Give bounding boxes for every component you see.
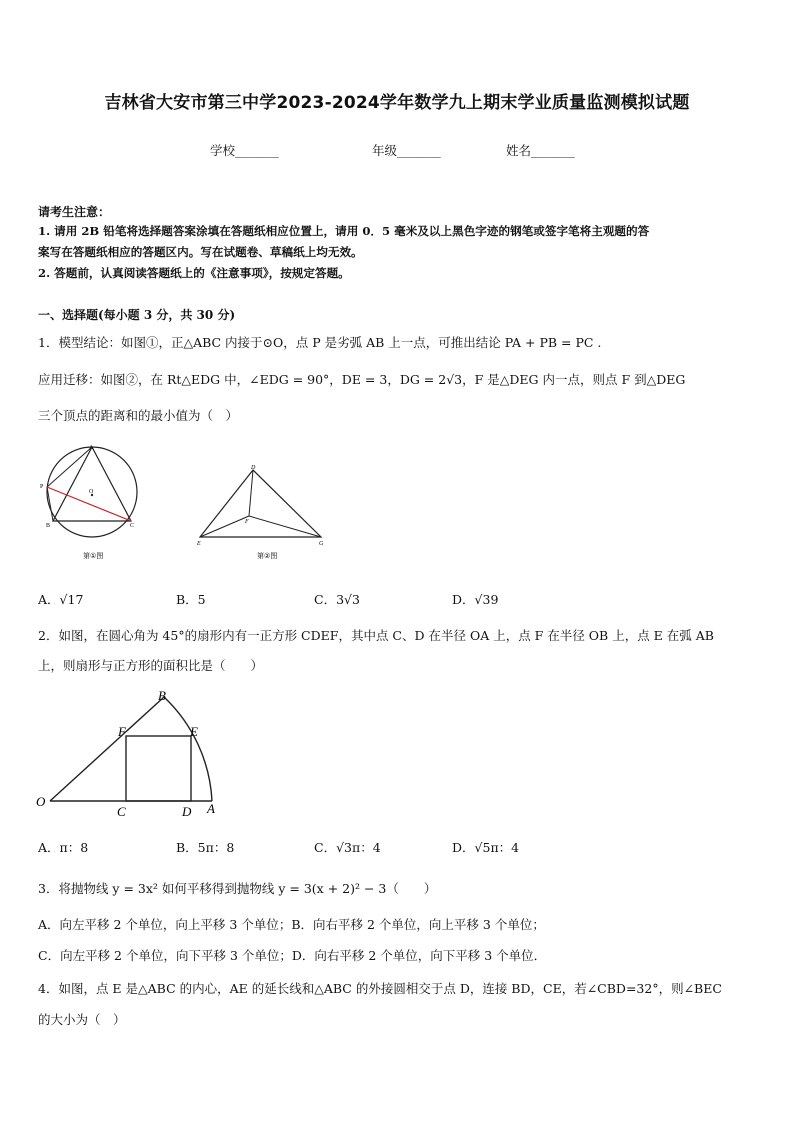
segment-df: [249, 470, 253, 516]
label-e: E: [190, 724, 198, 739]
q3-line-1: 3．将抛物线 y = 3x² 如何平移得到抛物线 y = 3(x + 2)² − 3（ ）: [38, 881, 437, 896]
label-f: F: [118, 724, 126, 739]
q2-option-c: C．√3π：4: [314, 840, 381, 855]
label-e: E: [197, 541, 201, 547]
q3-options-ab: A．向左平移 2 个单位，向上平移 3 个单位；B．向右平移 2 个单位，向上平移 3 个单位；: [38, 917, 545, 932]
fig2-caption: 第②图: [257, 552, 278, 560]
q1-option-b: B．5: [176, 592, 206, 607]
q1-line-1: 1．模型结论：如图①，正△ABC 内接于⊙O，点 P 是劣弧 AB 上一点，可推出结论 PA + PB = PC .: [38, 335, 602, 350]
q2-option-b: B．5π：8: [176, 840, 235, 855]
grade-field: 年级_______: [372, 143, 441, 158]
label-b: B: [158, 688, 166, 703]
label-o: O: [36, 794, 46, 809]
q2-option-d: D．√5π：4: [452, 840, 520, 855]
label-f: F: [245, 519, 249, 525]
triangle-deg: [200, 470, 321, 537]
notice-heading: 请考生注意：: [38, 205, 111, 219]
notice-line-2: 2. 答题前，认真阅读答题纸上的《注意事项》，按规定答题。: [38, 266, 350, 280]
q3-options-cd: C．向左平移 2 个单位，向下平移 3 个单位；D．向右平移 2 个单位，向下平移 3 个单位．: [38, 948, 547, 963]
segment-pb: [47, 487, 53, 521]
section-heading: 一、选择题(每小题 3 分，共 30 分): [38, 308, 236, 322]
radius-ob: [50, 697, 164, 801]
q2-figure: [30, 686, 230, 821]
segment-ef: [200, 516, 249, 537]
q4-line-2: 的大小为（ ）: [38, 1012, 126, 1027]
q1-option-a: A．√17: [38, 592, 84, 607]
label-g: G: [319, 541, 324, 547]
label-a: A: [89, 445, 94, 451]
q1-figure-1: [34, 440, 154, 565]
label-d: D: [182, 804, 192, 819]
label-a: A: [207, 801, 215, 816]
label-c: C: [117, 804, 126, 819]
triangle-abc: [53, 447, 131, 521]
q4-line-1: 4．如图，点 E 是△ABC 的内心，AE 的延长线和△ABC 的外接圆相交于点 D，连接 BD，CE，若∠CBD=32°，则∠BEC: [38, 981, 722, 996]
notice-line-1b: 案写在答题纸相应的答题区内。写在试题卷、草稿纸上均无效。: [38, 245, 363, 259]
school-field: 学校_______: [210, 143, 279, 158]
q1-option-c: C．3√3: [314, 592, 360, 607]
label-p: P: [40, 484, 44, 490]
square-cdef: [126, 736, 191, 801]
label-o: O: [89, 489, 94, 495]
q1-line-2: 应用迁移：如图②，在 Rt△EDG 中，∠EDG = 90°，DE = 3，DG = 2√3，F 是△DEG 内一点，则点 F 到△DEG: [38, 372, 686, 387]
q1-option-d: D．√39: [452, 592, 499, 607]
page-title: 吉林省大安市第三中学2023-2024学年数学九上期末学业质量监测模拟试题: [104, 93, 690, 113]
name-field: 姓名_______: [506, 143, 575, 158]
q2-line-1: 2．如图，在圆心角为 45°的扇形内有一正方形 CDEF，其中点 C、D 在半径 OA 上，点 F 在半径 OB 上，点 E 在弧 AB: [38, 628, 714, 643]
label-c: C: [130, 523, 135, 529]
label-b: B: [46, 523, 51, 529]
label-d: D: [251, 465, 256, 471]
q1-line-3: 三个顶点的距离和的最小值为（ ）: [38, 408, 239, 423]
q2-line-2: 上，则扇形与正方形的面积比是（ ）: [38, 658, 264, 673]
q2-option-a: A．π：8: [38, 840, 89, 855]
arc-ab: [164, 697, 212, 801]
fig1-caption: 第①图: [83, 552, 104, 560]
notice-line-1a: 1. 请用 2B 铅笔将选择题答案涂填在答题纸相应位置上，请用 0．5 毫米及以上黑色字迹的钢笔或签字笔将主观题的答: [38, 224, 650, 238]
q1-figure-2: [190, 460, 335, 565]
